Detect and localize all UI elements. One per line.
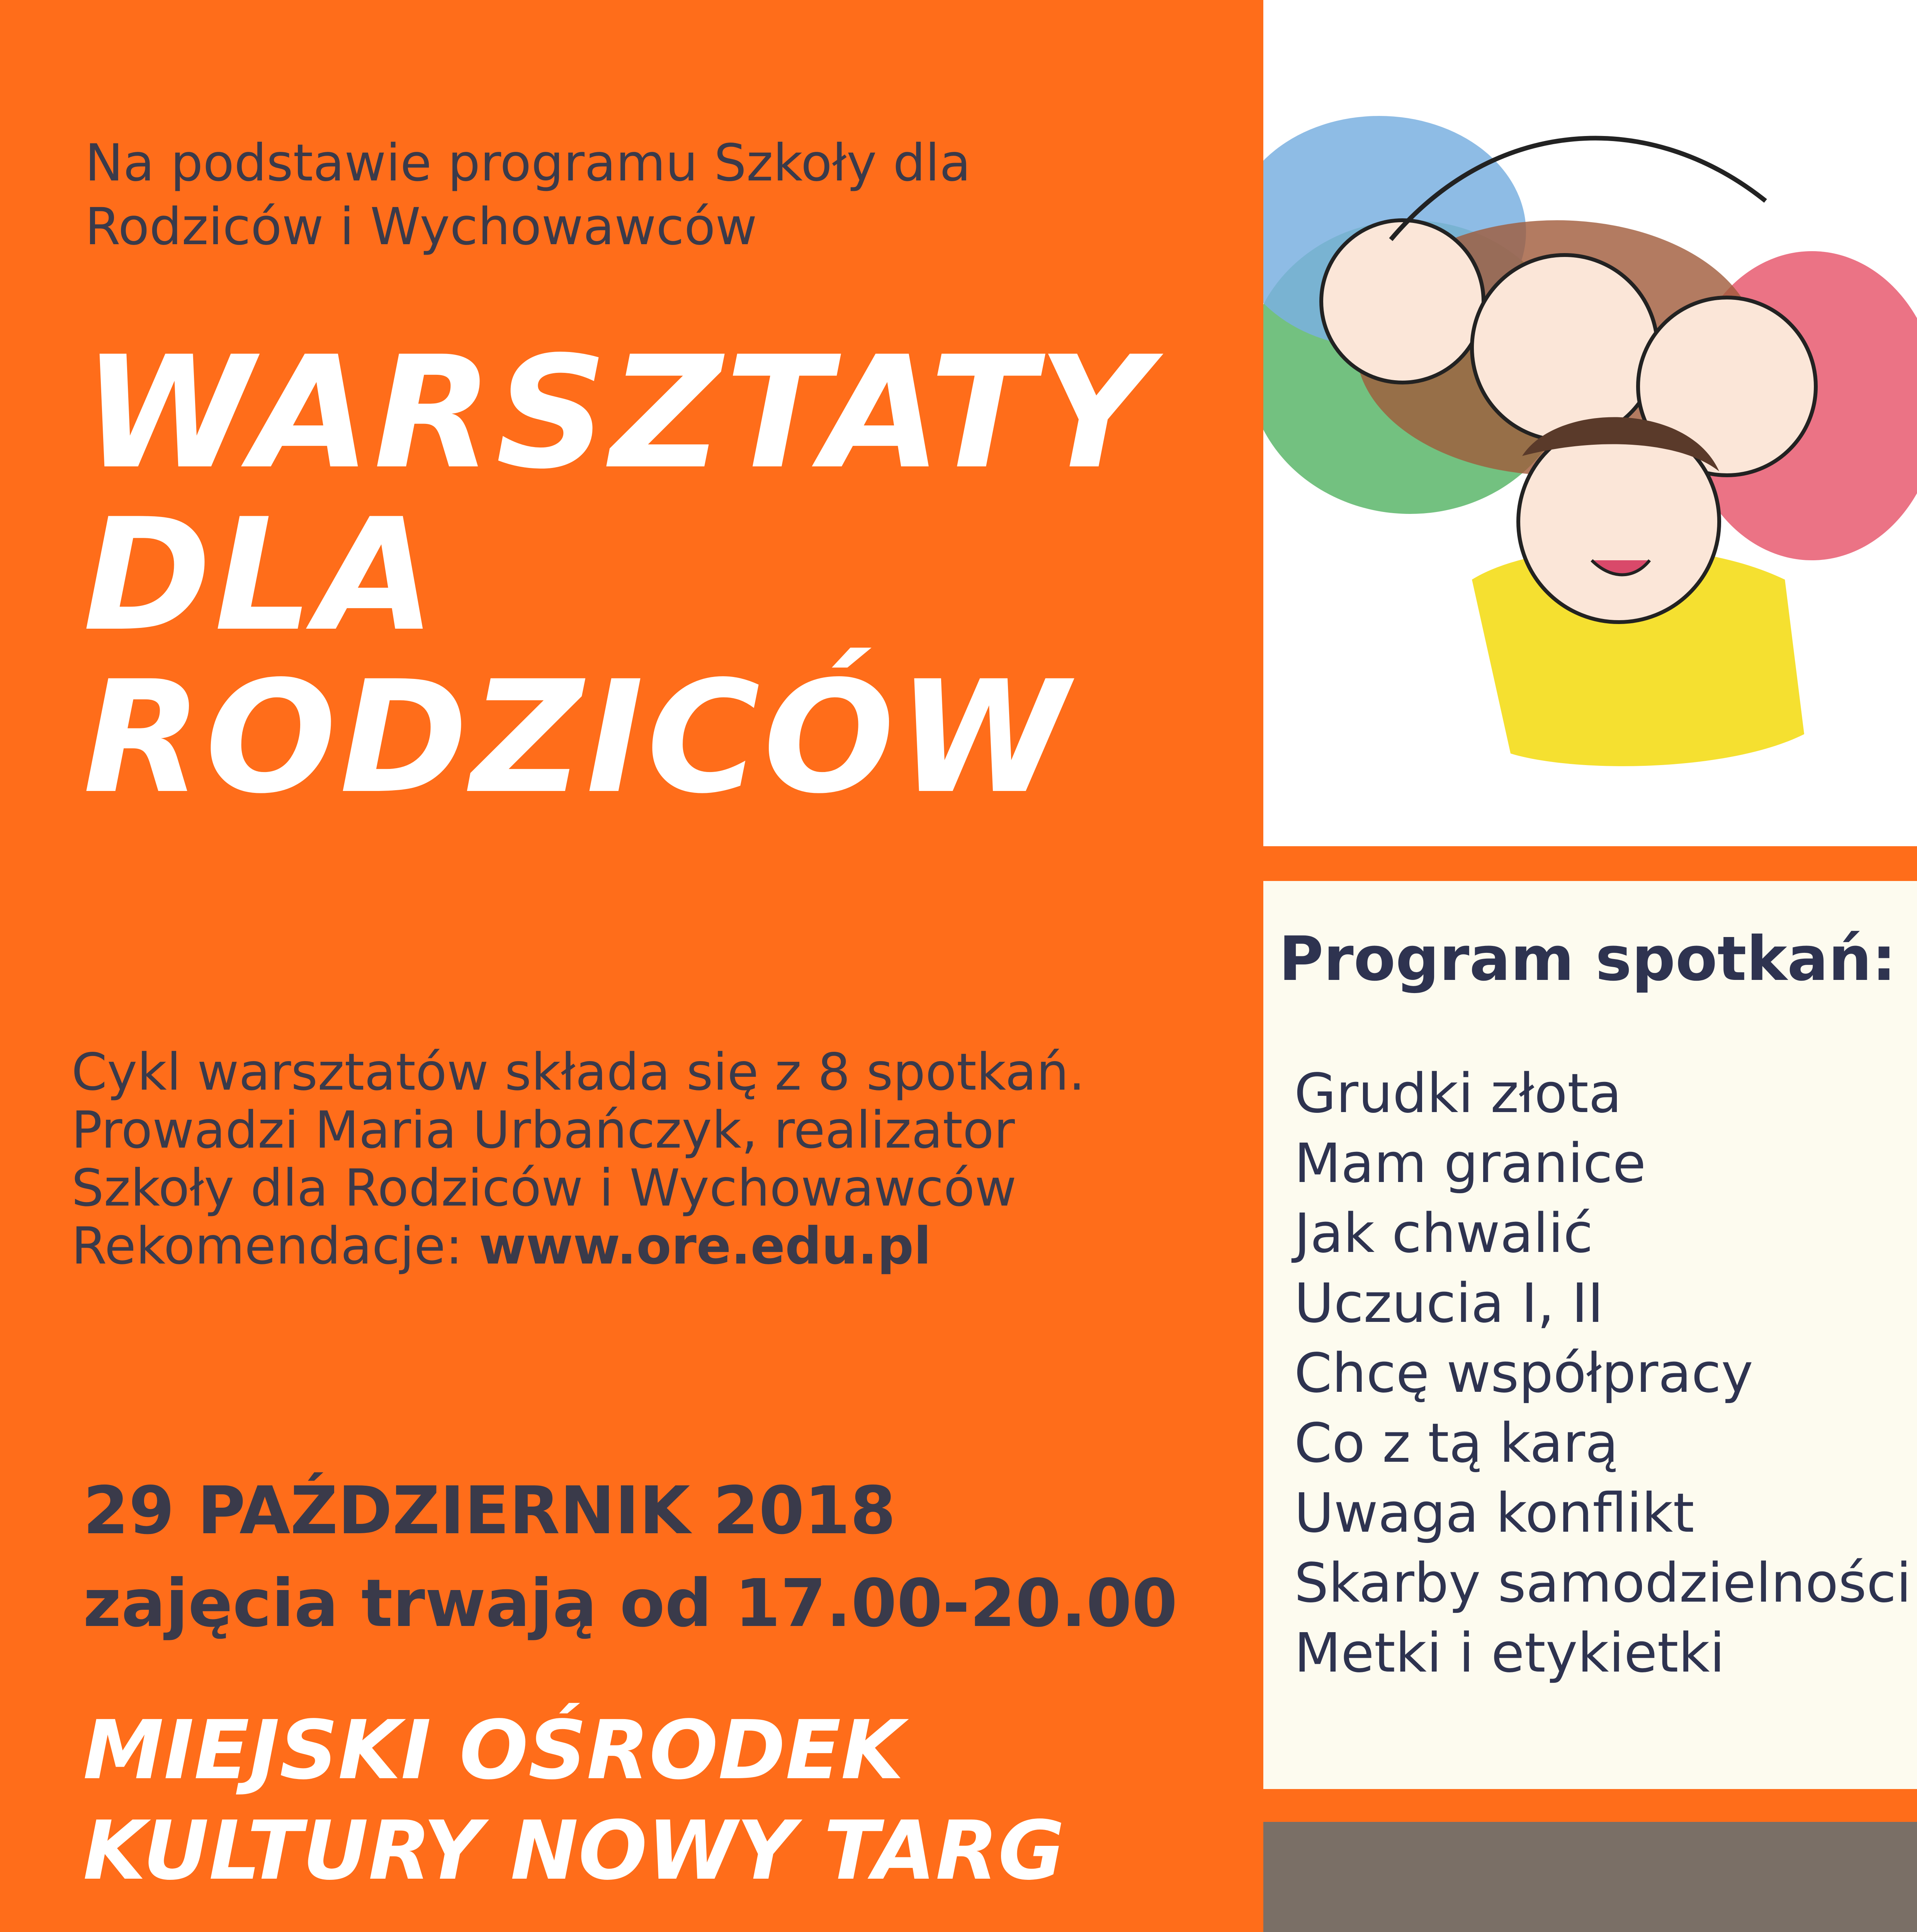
venue-line-1: MIEJSKI OŚRODEK [83, 1703, 904, 1798]
headline [83, 323, 1154, 828]
event-date [83, 1464, 1178, 1650]
description-line-1: Cykl warsztatów składa się z 8 spotkań. [71, 1043, 1085, 1102]
subtitle-line-1: Na podstawie programu Szkoły dla [85, 133, 971, 193]
ore-link[interactable]: www.ore.edu.pl [479, 1216, 931, 1276]
program-item: Co z tą karą [1294, 1412, 1618, 1475]
description-line-3: Szkoły dla Rodziców i Wychowawców [71, 1158, 1017, 1218]
family-drawing-icon [1263, 0, 1917, 846]
program-item: Skarby samodzielności [1294, 1552, 1912, 1615]
family-illustration [1263, 0, 1917, 846]
program-title: Program spotkań: [1279, 923, 1897, 995]
recommendation-label: Rekomendacje: [71, 1216, 479, 1276]
hands-photo [1263, 1822, 1917, 1932]
program-item: Chcę współpracy [1294, 1342, 1753, 1405]
description-line-2: Prowadzi Maria Urbańczyk, realizator [71, 1100, 1015, 1160]
program-item: Uwaga konflikt [1294, 1482, 1694, 1545]
program-item: Metki i etykietki [1294, 1622, 1725, 1685]
program-item: Jak chwalić [1294, 1202, 1593, 1265]
event-hours: zajęcia trwają od 17.00-20.00 [83, 1565, 1178, 1642]
event-day: 29 PAŹDZIERNIK 2018 [83, 1473, 896, 1549]
program-list [1294, 1059, 1911, 1688]
venue [83, 1700, 1065, 1901]
description-line-4 [71, 1217, 1085, 1275]
subtitle [85, 131, 1128, 259]
headline-line-1: WARSZTATY [83, 323, 1154, 503]
program-item: Grudki złota [1294, 1062, 1622, 1125]
description [71, 1043, 1085, 1275]
subtitle-line-2: Rodziców i Wychowawców [85, 197, 757, 257]
venue-line-2: KULTURY NOWY TARG [83, 1803, 1065, 1898]
headline-line-3: RODZICÓW [83, 648, 1071, 828]
program-item: Mam granice [1294, 1132, 1646, 1195]
program-item: Uczucia I, II [1294, 1272, 1604, 1335]
hands-paper-family-icon [1263, 1822, 1917, 1932]
headline-line-2: DLA [83, 486, 439, 665]
